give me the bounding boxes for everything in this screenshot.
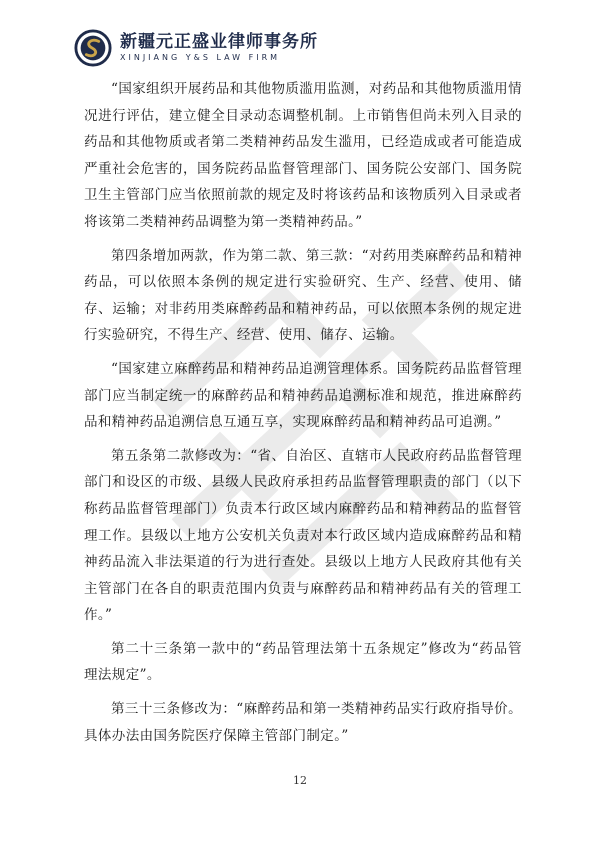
paragraph-article-4: 第四条增加两款，作为第二款、第三款：“对药用类麻醉药品和精神药品，可以依照本条例的规定进行实验研究、生产、经营、使用、储存、运输；对非药用类麻醉药品和精神药品，可以依照本条例的规定进行实验研究，不得生产、经营、使用、储存、运输。 bbox=[84, 247, 522, 344]
page-number: 12 bbox=[293, 774, 307, 787]
paragraph-article-5: 第五条第二款修改为：“省、自治区、直辖市人民政府药品监督管理部门和设区的市级、县级人民政府承担药品监督管理职责的部门（以下称药品监督管理部门）负责本行政区域内麻醉药品和精神药品的监督管理工作。县级以上地方公安机关负责对本行政区域内造成麻醉药品和精神药品流入非法渠道的行为进行查处。县级以上地方人民政府其他有关主管部门在各自的职责范围内负责与麻醉药品和精神药品有关的管理工作。” bbox=[84, 447, 522, 624]
paragraph-article-23: 第二十三条第一款中的“药品管理法第十五条规定”修改为“药品管理法规定”。 bbox=[84, 640, 522, 684]
firm-brand bbox=[120, 32, 318, 64]
firm-logo-icon bbox=[74, 29, 112, 67]
paragraph-article-33: 第三十三条修改为：“麻醉药品和第一类精神药品实行政府指导价。具体办法由国务院医疗保障主管部门制定。” bbox=[84, 701, 522, 744]
paragraph-drug-monitoring: “国家组织开展药品和其他物质滥用监测，对药品和其他物质滥用情况进行评估，建立健全目录动态调整机制。上市销售但尚未列入目录的药品和其他物质或者第二类精神药品发生滥用，已经造成或者可能造成严重社会危害的，国务院药品监督管理部门、国务院公安部门、国务院卫生主管部门应当依照前款的规定及时将该药品和该物质列入目录或者将该第二类精神药品调整为第一类精神药品。” bbox=[84, 81, 522, 230]
firm-name-chinese: 新疆元正盛业律师事务所 bbox=[120, 32, 318, 52]
document-header bbox=[74, 28, 318, 68]
document-body bbox=[84, 76, 522, 756]
firm-name-english: XINJIANG Y&S LAW FIRM bbox=[120, 53, 281, 62]
paragraph-traceability: “国家建立麻醉药品和精神药品追溯管理体系。国务院药品监督管理部门应当制定统一的麻醉药品和精神药品追溯标准和规范，推进麻醉药品和精神药品追溯信息互通互享，实现麻醉药品和精神药品可追溯。” bbox=[84, 360, 522, 431]
